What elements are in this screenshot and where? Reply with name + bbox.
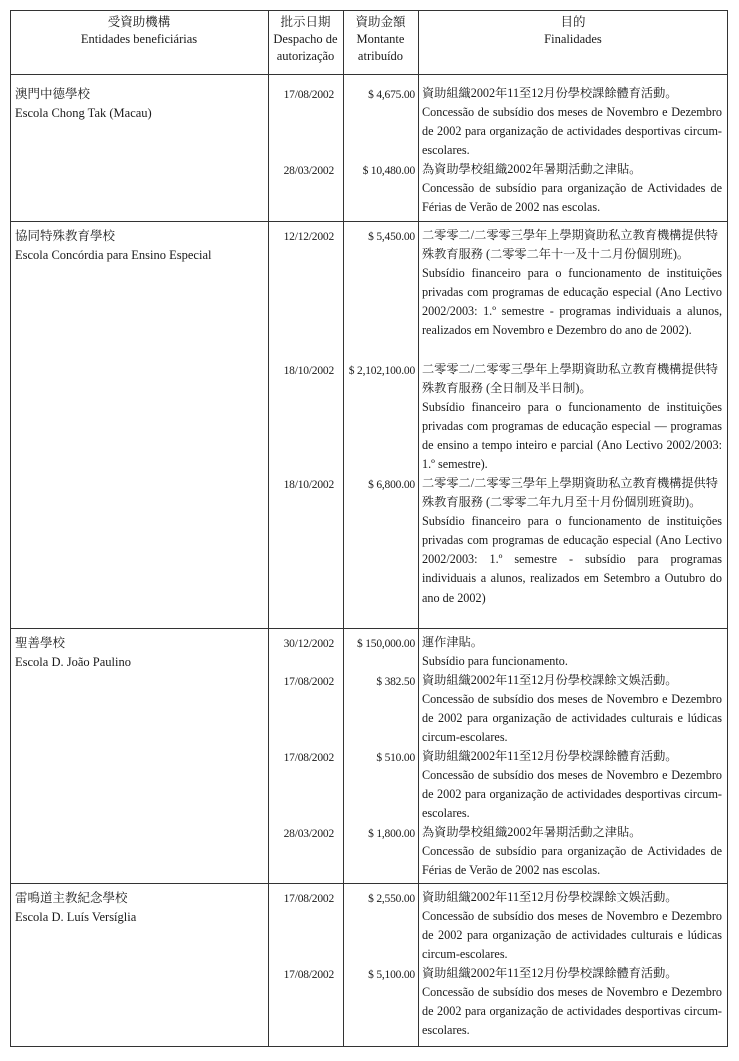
entity-name-zh: 聖善學校	[15, 636, 66, 650]
entity-joao-paulino	[15, 634, 131, 672]
purpose-zh: 資助組織2002年11至12月份學校課餘體育活動。	[422, 966, 678, 980]
row-date: 28/03/2002	[283, 165, 334, 177]
row-amount: $ 5,450.00	[368, 231, 415, 243]
purpose-zh: 資助組織2002年11至12月份學校課餘體育活動。	[422, 749, 678, 763]
entity-chong-tak	[15, 85, 152, 123]
purpose-pt: Concessão de subsídio para organização de Actividades de Férias de Verão de 2002 nas escolas.	[422, 844, 722, 878]
header-divider	[10, 74, 728, 75]
purpose-zh: 為資助學校組織2002年暑期活動之津貼。	[422, 162, 642, 176]
purpose-pt: Concessão de subsídio dos meses de Novembro e Dezembro de 2002 para organização de actividades desportivas circum-escolares.	[422, 768, 722, 821]
header-date	[268, 14, 343, 65]
purpose-pt: Concessão de subsídio dos meses de Novembro e Dezembro de 2002 para organização de actividades desportivas circum-escolares.	[422, 105, 722, 158]
row-divider	[10, 883, 728, 884]
row-purpose	[422, 84, 722, 160]
header-purpose	[418, 14, 728, 48]
row-date: 18/10/2002	[283, 365, 334, 377]
header-entity-pt: Entidades beneficiárias	[80, 32, 198, 46]
row-amount: $ 150,000.00	[357, 638, 415, 650]
row-purpose	[422, 226, 722, 341]
entity-luis-versiglia	[15, 889, 136, 927]
header-date-pt1: Despacho de	[273, 32, 338, 46]
purpose-zh: 為資助學校組織2002年暑期活動之津貼。	[422, 825, 642, 839]
row-purpose	[422, 633, 722, 671]
purpose-zh: 運作津貼。	[422, 635, 483, 649]
row-date: 17/08/2002	[283, 752, 334, 764]
row-amount: $ 5,100.00	[368, 969, 415, 981]
purpose-zh: 二零零二/二零零三學年上學期資助私立教育機構提供特殊教育服務 (全日制及半日制)。	[422, 362, 718, 396]
entity-name-zh: 雷鳴道主教紀念學校	[15, 891, 128, 905]
column-divider	[418, 10, 419, 1047]
row-date: 17/08/2002	[283, 676, 334, 688]
row-date: 17/08/2002	[283, 969, 334, 981]
entity-name-pt: Escola D. João Paulino	[15, 655, 131, 669]
entity-concordia	[15, 227, 211, 265]
row-purpose	[422, 160, 722, 217]
row-amount: $ 2,550.00	[368, 893, 415, 905]
header-purpose-zh: 目的	[560, 15, 586, 29]
row-purpose	[422, 888, 722, 964]
row-amount: $ 382.50	[376, 676, 415, 688]
purpose-pt: Subsídio financeiro para o funcionamento de instituições privadas com programas de educação especial (Ano Lectivo 2002/2003: 1.º semestre - programas individuais a alunos, realizados em Novembro e Dezembro do ano de 2002).	[422, 266, 722, 338]
row-divider	[10, 221, 728, 222]
row-date: 17/08/2002	[283, 893, 334, 905]
purpose-zh: 二零零二/二零零三學年上學期資助私立教育機構提供特殊教育服務 (二零零二年十一及十二月份個別班)。	[422, 228, 718, 262]
purpose-pt: Concessão de subsídio dos meses de Novembro e Dezembro de 2002 para organização de actividades culturais e lúdicas circum-escolares.	[422, 909, 722, 962]
header-amount-pt2: atribuído	[357, 49, 404, 63]
header-purpose-pt: Finalidades	[544, 32, 602, 46]
row-amount: $ 1,800.00	[368, 828, 415, 840]
entity-name-pt: Escola D. Luís Versíglia	[15, 910, 137, 924]
purpose-pt: Subsídio financeiro para o funcionamento de instituições privadas com programas de educação especial — programas de ensino a tempo inteiro e parcial (Ano Lectivo 2002/2003: 1.º semestre).	[422, 400, 722, 472]
row-date: 30/12/2002	[283, 638, 334, 650]
header-amount	[343, 14, 418, 65]
purpose-pt: Concessão de subsídio para organização de Actividades de Férias de Verão de 2002 nas escolas.	[422, 181, 722, 215]
entity-name-pt: Escola Concórdia para Ensino Especial	[15, 248, 212, 262]
header-amount-pt1: Montante	[356, 32, 405, 46]
entity-name-pt: Escola Chong Tak (Macau)	[15, 106, 152, 120]
purpose-zh: 資助組織2002年11至12月份學校課餘文娛活動。	[422, 673, 678, 687]
row-purpose	[422, 747, 722, 823]
header-entity	[10, 14, 268, 48]
header-date-pt2: autorização	[276, 49, 335, 63]
header-amount-zh: 資助金額	[355, 15, 406, 29]
purpose-zh: 二零零二/二零零三學年上學期資助私立教育機構提供特殊教育服務 (二零零二年九月至十月份個別班資助)。	[422, 476, 718, 510]
entity-name-zh: 澳門中德學校	[15, 87, 91, 101]
row-amount: $ 4,675.00	[368, 89, 415, 101]
row-date: 18/10/2002	[283, 479, 334, 491]
purpose-pt: Subsídio financeiro para o funcionamento de instituições privadas com programas de educação especial (Ano Lectivo 2002/2003: 1.º semestre - subsídio para programas individuais a alunos, realizados em Setembro a Outubro do ano de 2002)	[422, 514, 722, 605]
row-purpose	[422, 823, 722, 880]
row-divider	[10, 628, 728, 629]
row-amount: $ 510.00	[376, 752, 415, 764]
purpose-zh: 資助組織2002年11至12月份學校課餘體育活動。	[422, 86, 678, 100]
row-amount: $ 10,480.00	[362, 165, 415, 177]
purpose-zh: 資助組織2002年11至12月份學校課餘文娛活動。	[422, 890, 678, 904]
entity-name-zh: 協同特殊教育學校	[15, 229, 116, 243]
purpose-pt: Concessão de subsídio dos meses de Novembro e Dezembro de 2002 para organização de actividades culturais e lúdicas circum-escolares.	[422, 692, 722, 745]
row-purpose	[422, 964, 722, 1040]
row-purpose	[422, 360, 722, 475]
row-date: 17/08/2002	[283, 89, 334, 101]
row-date: 12/12/2002	[283, 231, 334, 243]
header-entity-zh: 受資助機構	[107, 15, 171, 29]
row-date: 28/03/2002	[283, 828, 334, 840]
purpose-pt: Concessão de subsídio dos meses de Novembro e Dezembro de 2002 para organização de actividades desportivas circum-escolares.	[422, 985, 722, 1038]
row-amount: $ 6,800.00	[368, 479, 415, 491]
row-purpose	[422, 474, 722, 608]
row-purpose	[422, 671, 722, 747]
purpose-pt: Subsídio para funcionamento.	[422, 654, 568, 669]
header-date-zh: 批示日期	[280, 15, 331, 29]
row-amount: $ 2,102,100.00	[348, 365, 415, 377]
